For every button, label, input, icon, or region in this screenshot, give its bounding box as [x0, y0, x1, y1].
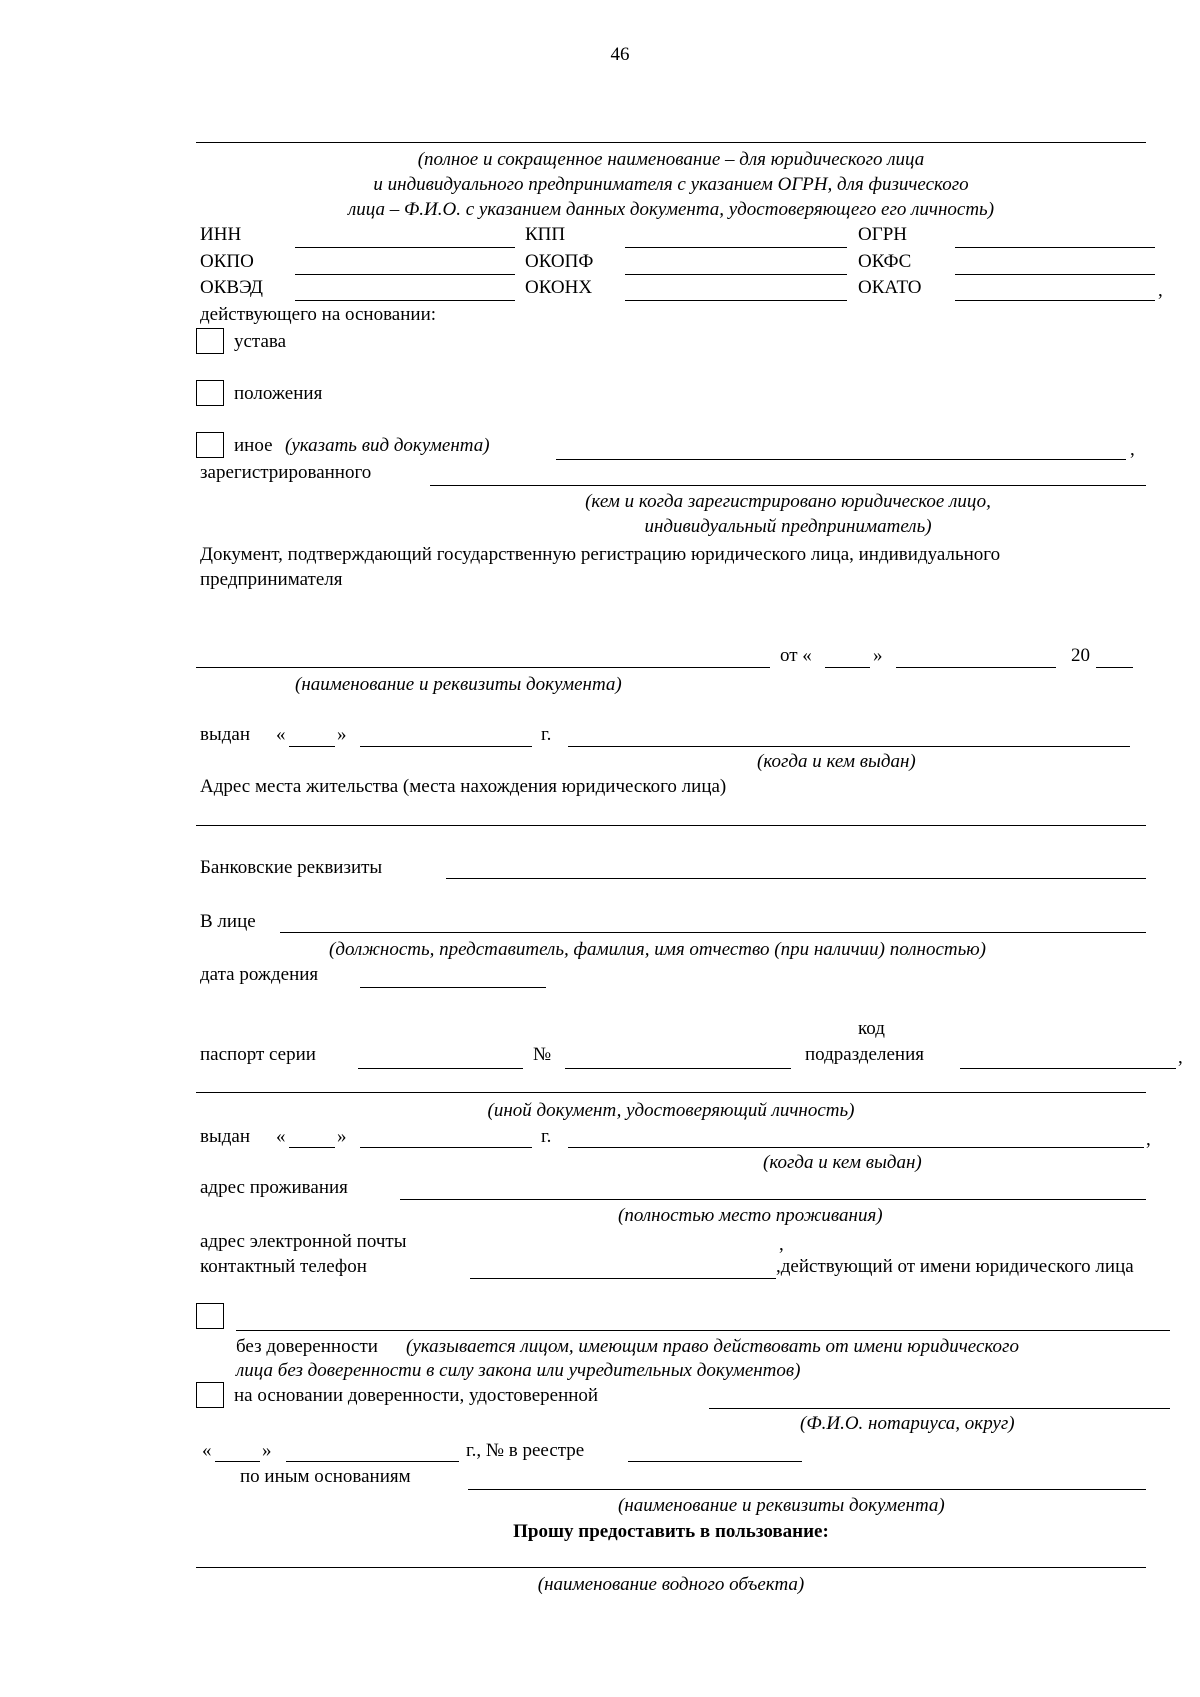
- applicant-name-caption-1: (полное и сокращенное наименование – для юридического лица: [417, 149, 925, 170]
- codes-trailing-comma: ,: [1158, 280, 1163, 301]
- dob-field[interactable]: [360, 987, 546, 988]
- okato-label: ОКАТО: [858, 277, 922, 298]
- request-title: Прошу предоставить в пользование:: [513, 1521, 829, 1542]
- other-basis-field[interactable]: [468, 1489, 1146, 1490]
- inoe-hint: (указать вид документа): [285, 435, 490, 456]
- okonh-field[interactable]: [625, 300, 847, 301]
- issued2-g: г.: [541, 1126, 552, 1147]
- issued1-caption: (когда и кем выдан): [757, 751, 916, 772]
- okopf-label: ОКОПФ: [525, 251, 594, 272]
- no-poa-hint-1: (указывается лицом, имеющим право действовать от имени юридического: [406, 1336, 1019, 1357]
- okfs-label: ОКФС: [858, 251, 912, 272]
- issued2-caption: (когда и кем выдан): [763, 1152, 922, 1173]
- other-id-doc-caption: (иной документ, удостоверяющий личность): [487, 1100, 855, 1121]
- basis-label: действующего на основании:: [200, 304, 437, 325]
- address-label: Адрес места жительства (места нахождения юридического лица): [200, 776, 727, 797]
- registry-label: г., № в реестре: [466, 1440, 585, 1461]
- passport-division-label: подразделения: [805, 1044, 924, 1065]
- issued1-label: выдан: [200, 724, 251, 745]
- reg-doc-text-1: Документ, подтверждающий государственную регистрацию юридического лица, индивидуального: [200, 544, 1001, 565]
- person-caption: (должность, представитель, фамилия, имя отчество (при наличии) полностью): [329, 939, 986, 960]
- residence-field[interactable]: [400, 1199, 1146, 1200]
- kpp-field[interactable]: [625, 247, 847, 248]
- inn-field[interactable]: [295, 247, 515, 248]
- passport-number-field[interactable]: [565, 1068, 791, 1069]
- issued2-label: выдан: [200, 1126, 251, 1147]
- water-object-field[interactable]: [196, 1567, 1146, 1568]
- polozhenie-checkbox[interactable]: [196, 380, 224, 406]
- poa-close-quote: »: [262, 1440, 272, 1461]
- other-basis-caption: (наименование и реквизиты документа): [618, 1495, 945, 1516]
- residence-label: адрес проживания: [200, 1177, 348, 1198]
- applicant-name-line[interactable]: [196, 142, 1146, 143]
- no-poa-field[interactable]: [236, 1330, 1170, 1331]
- reg-doc-name-field[interactable]: [196, 667, 770, 668]
- reg-doc-close-quote: »: [873, 645, 883, 666]
- registered-caption-1: (кем и когда зарегистрировано юридическое лицо,: [585, 491, 991, 512]
- no-poa-checkbox[interactable]: [196, 1303, 224, 1329]
- no-poa-label: без доверенности: [236, 1336, 378, 1357]
- inn-label: ИНН: [200, 224, 242, 245]
- okved-label: ОКВЭД: [200, 277, 263, 298]
- okato-field[interactable]: [955, 300, 1155, 301]
- no-poa-hint-2: лица без доверенности в силу закона или учредительных документов): [236, 1360, 801, 1381]
- polozhenie-label: положения: [234, 383, 323, 404]
- okonh-label: ОКОНХ: [525, 277, 593, 298]
- bank-label: Банковские реквизиты: [200, 857, 383, 878]
- water-object-caption: (наименование водного объекта): [537, 1574, 805, 1595]
- dob-label: дата рождения: [200, 964, 319, 985]
- issued1-g: г.: [541, 724, 552, 745]
- ogrn-field[interactable]: [955, 247, 1155, 248]
- reg-doc-caption: (наименование и реквизиты документа): [295, 674, 622, 695]
- registered-label: зарегистрированного: [200, 462, 372, 483]
- issued1-month-field[interactable]: [360, 746, 532, 747]
- inoe-label: иное: [234, 435, 273, 456]
- issued2-by-field[interactable]: [568, 1147, 1144, 1148]
- okfs-field[interactable]: [955, 274, 1155, 275]
- other-id-doc-field[interactable]: [196, 1092, 1146, 1093]
- phone-label: контактный телефон: [200, 1256, 367, 1277]
- reg-doc-text-2: предпринимателя: [200, 569, 343, 590]
- reg-doc-month-field[interactable]: [896, 667, 1056, 668]
- registry-number-field[interactable]: [628, 1461, 802, 1462]
- issued2-month-field[interactable]: [360, 1147, 532, 1148]
- applicant-name-caption-3: лица – Ф.И.О. с указанием данных документа, удостоверяющего его личность): [347, 199, 995, 220]
- reg-doc-year-label: 20: [1071, 645, 1090, 666]
- ustav-checkbox[interactable]: [196, 328, 224, 354]
- passport-series-label: паспорт серии: [200, 1044, 316, 1065]
- inoe-trailing-comma: ,: [1130, 439, 1135, 460]
- phone-field[interactable]: [470, 1278, 776, 1279]
- person-field[interactable]: [280, 932, 1146, 933]
- reg-doc-day-field[interactable]: [825, 667, 870, 668]
- okpo-field[interactable]: [295, 274, 515, 275]
- reg-doc-ot-label: от «: [780, 645, 812, 666]
- okpo-label: ОКПО: [200, 251, 254, 272]
- issued1-day-field[interactable]: [289, 746, 335, 747]
- ogrn-label: ОГРН: [858, 224, 907, 245]
- passport-number-label: №: [533, 1044, 552, 1065]
- issued1-close-quote: »: [337, 724, 347, 745]
- address-field[interactable]: [196, 825, 1146, 826]
- email-trailing-comma: ,: [779, 1234, 784, 1255]
- notary-field[interactable]: [709, 1408, 1170, 1409]
- poa-checkbox[interactable]: [196, 1382, 224, 1408]
- issued1-open-quote: «: [276, 724, 286, 745]
- person-label: В лице: [200, 911, 256, 932]
- registered-field[interactable]: [430, 485, 1146, 486]
- passport-trailing-comma: ,: [1178, 1047, 1183, 1068]
- page-number: 46: [610, 44, 630, 65]
- issued2-close-quote: »: [337, 1126, 347, 1147]
- poa-month-field[interactable]: [286, 1461, 459, 1462]
- kpp-label: КПП: [525, 224, 566, 245]
- ustav-label: устава: [234, 331, 287, 352]
- applicant-name-caption-2: и индивидуального предпринимателя с указанием ОГРН, для физического: [373, 174, 969, 195]
- okved-field[interactable]: [295, 300, 515, 301]
- poa-label: на основании доверенности, удостоверенной: [234, 1385, 599, 1406]
- passport-code-label: код: [858, 1018, 885, 1039]
- other-basis-label: по иным основаниям: [240, 1466, 411, 1487]
- bank-field[interactable]: [446, 878, 1146, 879]
- passport-series-field[interactable]: [358, 1068, 523, 1069]
- issued2-open-quote: «: [276, 1126, 286, 1147]
- registered-caption-2: индивидуальный предприниматель): [644, 516, 932, 537]
- passport-division-field[interactable]: [960, 1068, 1176, 1069]
- inoe-checkbox[interactable]: [196, 432, 224, 458]
- issued2-day-field[interactable]: [289, 1147, 335, 1148]
- poa-day-field[interactable]: [215, 1461, 260, 1462]
- issued2-trailing-comma: ,: [1146, 1129, 1151, 1150]
- residence-caption: (полностью место проживания): [618, 1205, 883, 1226]
- reg-doc-year-field[interactable]: [1096, 667, 1133, 668]
- inoe-field[interactable]: [556, 459, 1126, 460]
- notary-caption: (Ф.И.О. нотариуса, округ): [800, 1413, 1015, 1434]
- email-label: адрес электронной почты: [200, 1231, 407, 1252]
- acting-text: ,действующий от имени юридического лица: [776, 1256, 1134, 1277]
- issued1-by-field[interactable]: [568, 746, 1130, 747]
- okopf-field[interactable]: [625, 274, 847, 275]
- poa-open-quote: «: [202, 1440, 212, 1461]
